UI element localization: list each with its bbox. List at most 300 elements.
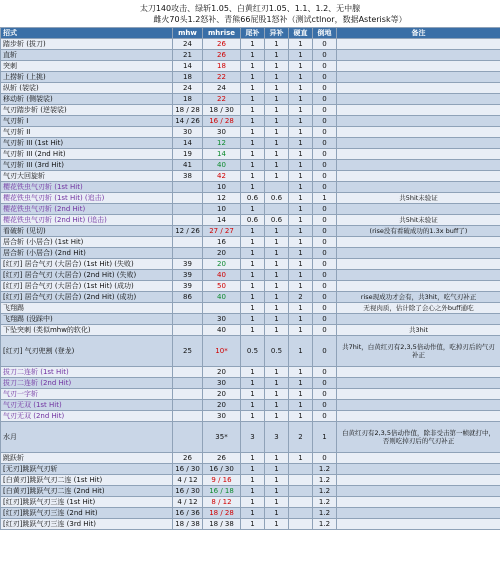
- tripping-cell: 0: [313, 314, 337, 325]
- mhw-value-cell: [173, 325, 203, 336]
- note-cell: [337, 149, 500, 160]
- status-mult-cell: 1: [265, 138, 289, 149]
- tail-mult-cell: 1: [241, 389, 265, 400]
- mhrise-value-cell: 20: [203, 248, 241, 259]
- move-name-cell: 樱花铁虫气刃斩 (2nd Hit): [1, 204, 173, 215]
- tripping-cell: 0: [313, 248, 337, 259]
- tail-mult-cell: 1: [241, 72, 265, 83]
- note-cell: [337, 61, 500, 72]
- status-mult-cell: 1: [265, 270, 289, 281]
- tail-mult-cell: 1: [241, 39, 265, 50]
- move-name-cell: 踏步斩 (拔刀): [1, 39, 173, 50]
- mhrise-value-cell: 18: [203, 61, 241, 72]
- tripping-cell: 0: [313, 325, 337, 336]
- note-cell: [337, 83, 500, 94]
- stagger-cell: 1: [289, 83, 313, 94]
- status-mult-cell: 1: [265, 248, 289, 259]
- tail-mult-cell: 1: [241, 367, 265, 378]
- status-mult-cell: 1: [265, 475, 289, 486]
- tripping-cell: 0: [313, 215, 337, 226]
- mhrise-value-cell: 40: [203, 160, 241, 171]
- tail-mult-cell: 1: [241, 61, 265, 72]
- mhw-value-cell: [173, 248, 203, 259]
- stagger-cell: 1: [289, 72, 313, 83]
- header-line-2: 雌火70头1.2怒补、青熊66屁股1怒补（测试ctlnor，数据Asterisk等）: [153, 15, 407, 24]
- mhw-value-cell: [173, 378, 203, 389]
- mhw-value-cell: 14: [173, 61, 203, 72]
- note-cell: [337, 519, 500, 530]
- tail-mult-cell: 1: [241, 508, 265, 519]
- note-cell: [337, 453, 500, 464]
- tripping-cell: 1.2: [313, 519, 337, 530]
- stagger-cell: [289, 475, 313, 486]
- status-mult-cell: 1: [265, 94, 289, 105]
- stagger-cell: [289, 464, 313, 475]
- status-mult-cell: 1: [265, 464, 289, 475]
- tripping-cell: 0: [313, 61, 337, 72]
- table-row: [1, 292, 500, 303]
- stagger-cell: 1: [289, 367, 313, 378]
- tripping-cell: 0: [313, 400, 337, 411]
- table-row: [1, 475, 500, 486]
- col-header-stagger: 硬直: [289, 28, 313, 39]
- tripping-cell: 0: [313, 171, 337, 182]
- status-mult-cell: 1: [265, 497, 289, 508]
- move-name-cell: 拔刀二连斩 (1st Hit): [1, 367, 173, 378]
- table-row: [1, 400, 500, 411]
- table-row: [1, 314, 500, 325]
- tripping-cell: 0: [313, 367, 337, 378]
- tail-mult-cell: 1: [241, 94, 265, 105]
- mhrise-value-cell: 40: [203, 325, 241, 336]
- mhrise-value-cell: 24: [203, 83, 241, 94]
- tripping-cell: 0: [313, 116, 337, 127]
- move-name-cell: 樱花铁虫气刃斩 (1st Hit) (追击): [1, 193, 173, 204]
- move-name-cell: [白黄刃]跳跃气刃二连 (1st Hit): [1, 475, 173, 486]
- note-cell: 共5hit未验证: [337, 215, 500, 226]
- status-mult-cell: 1: [265, 160, 289, 171]
- table-row: [1, 61, 500, 72]
- mhrise-value-cell: 16: [203, 237, 241, 248]
- tripping-cell: 0: [313, 292, 337, 303]
- move-name-cell: 樱花铁虫气刃斩 (1st Hit): [1, 182, 173, 193]
- status-mult-cell: 1: [265, 519, 289, 530]
- move-name-cell: [红刃] 居合气刃 (大居合) (2nd Hit) (失败): [1, 270, 173, 281]
- mhrise-value-cell: 20: [203, 259, 241, 270]
- move-name-cell: [红刃] 气刃兜割 (登龙): [1, 336, 173, 367]
- note-cell: [337, 400, 500, 411]
- tripping-cell: 0: [313, 270, 337, 281]
- tail-mult-cell: 1: [241, 259, 265, 270]
- mhw-value-cell: 18 / 28: [173, 105, 203, 116]
- tail-mult-cell: 1: [241, 497, 265, 508]
- stagger-cell: 1: [289, 259, 313, 270]
- status-mult-cell: 1: [265, 105, 289, 116]
- move-name-cell: 移动斩 (侧袈裟): [1, 94, 173, 105]
- tripping-cell: 0: [313, 138, 337, 149]
- status-mult-cell: 1: [265, 325, 289, 336]
- status-mult-cell: 1: [265, 259, 289, 270]
- stagger-cell: 1: [289, 171, 313, 182]
- tail-mult-cell: 1: [241, 400, 265, 411]
- tripping-cell: 0: [313, 204, 337, 215]
- tripping-cell: 0: [313, 226, 337, 237]
- note-cell: (rise没有看破成功的1.3x buff了): [337, 226, 500, 237]
- stagger-cell: 1: [289, 215, 313, 226]
- status-mult-cell: 1: [265, 171, 289, 182]
- mhrise-value-cell: 8 / 12: [203, 497, 241, 508]
- mhrise-value-cell: 20: [203, 400, 241, 411]
- mhrise-value-cell: 16 / 18: [203, 486, 241, 497]
- status-mult-cell: 0.6: [265, 193, 289, 204]
- tail-mult-cell: 1: [241, 453, 265, 464]
- note-cell: 共5hit未验证: [337, 193, 500, 204]
- col-header-mhw: mhw: [173, 28, 203, 39]
- stagger-cell: 1: [289, 182, 313, 193]
- mhw-value-cell: 41: [173, 160, 203, 171]
- note-cell: 共7hit，白黄红刃有2,3,5倍动作值，吃掉刃后的气刃补正: [337, 336, 500, 367]
- mhrise-value-cell: 30: [203, 127, 241, 138]
- tripping-cell: 0: [313, 336, 337, 367]
- move-name-cell: [红刃] 居合气刃 (大居合) (1st Hit) (失败): [1, 259, 173, 270]
- mhw-value-cell: 18 / 38: [173, 519, 203, 530]
- mhrise-value-cell: [203, 303, 241, 314]
- stagger-cell: 1: [289, 325, 313, 336]
- status-mult-cell: 1: [265, 303, 289, 314]
- tail-mult-cell: 0.6: [241, 215, 265, 226]
- mhw-value-cell: 16 / 30: [173, 486, 203, 497]
- tail-mult-cell: 1: [241, 248, 265, 259]
- motion-value-table: [0, 27, 500, 530]
- stagger-cell: 1: [289, 149, 313, 160]
- note-cell: 共3hit: [337, 325, 500, 336]
- mhw-value-cell: 38: [173, 171, 203, 182]
- table-row: [1, 389, 500, 400]
- tail-mult-cell: 1: [241, 127, 265, 138]
- status-mult-cell: 1: [265, 292, 289, 303]
- col-header-tail: 尾补: [241, 28, 265, 39]
- move-name-cell: [红刃]跳跃气刃三连 (3rd Hit): [1, 519, 173, 530]
- tripping-cell: 0: [313, 237, 337, 248]
- mhw-value-cell: 39: [173, 270, 203, 281]
- move-name-cell: 气刃斩 II: [1, 127, 173, 138]
- move-name-cell: 飞翔踢 (没踩中): [1, 314, 173, 325]
- tail-mult-cell: 1: [241, 303, 265, 314]
- col-header-tripping: 倒地: [313, 28, 337, 39]
- mhw-value-cell: 25: [173, 336, 203, 367]
- table-row: [1, 519, 500, 530]
- note-cell: [337, 270, 500, 281]
- note-cell: [337, 138, 500, 149]
- tail-mult-cell: 1: [241, 281, 265, 292]
- move-name-cell: 上捞斩 (上挑): [1, 72, 173, 83]
- stagger-cell: 1: [289, 138, 313, 149]
- table-row: [1, 303, 500, 314]
- col-header-mhrise: mhrise: [203, 28, 241, 39]
- status-mult-cell: 1: [265, 389, 289, 400]
- mhrise-value-cell: 10: [203, 182, 241, 193]
- mhrise-value-cell: 50: [203, 281, 241, 292]
- col-header-move: 招式: [1, 28, 173, 39]
- status-mult-cell: 1: [265, 314, 289, 325]
- tail-mult-cell: 1: [241, 204, 265, 215]
- stagger-cell: 1: [289, 303, 313, 314]
- mhrise-value-cell: 18 / 30: [203, 105, 241, 116]
- note-cell: [337, 237, 500, 248]
- note-cell: [337, 72, 500, 83]
- stagger-cell: 1: [289, 127, 313, 138]
- status-mult-cell: 1: [265, 39, 289, 50]
- tail-mult-cell: 0.5: [241, 336, 265, 367]
- note-cell: [337, 105, 500, 116]
- move-name-cell: 纵斩 (袈裟): [1, 83, 173, 94]
- note-cell: [337, 367, 500, 378]
- stagger-cell: 1: [289, 160, 313, 171]
- table-row: [1, 497, 500, 508]
- note-cell: [337, 182, 500, 193]
- stagger-cell: 1: [289, 389, 313, 400]
- mhrise-value-cell: 10: [203, 204, 241, 215]
- table-row: [1, 105, 500, 116]
- note-cell: [337, 389, 500, 400]
- table-row: [1, 204, 500, 215]
- note-cell: [337, 50, 500, 61]
- mhw-value-cell: 19: [173, 149, 203, 160]
- tail-mult-cell: 1: [241, 171, 265, 182]
- mhw-value-cell: [173, 237, 203, 248]
- mhw-value-cell: 26: [173, 453, 203, 464]
- move-name-cell: [无刃]跳跃气刃斩: [1, 464, 173, 475]
- tripping-cell: 0: [313, 50, 337, 61]
- status-mult-cell: 1: [265, 378, 289, 389]
- note-cell: [337, 464, 500, 475]
- status-mult-cell: 1: [265, 508, 289, 519]
- tail-mult-cell: 1: [241, 411, 265, 422]
- mhrise-value-cell: 26: [203, 39, 241, 50]
- mhw-value-cell: 24: [173, 83, 203, 94]
- mhw-value-cell: [173, 182, 203, 193]
- table-row: [1, 160, 500, 171]
- table-row: [1, 149, 500, 160]
- move-name-cell: 气刃斩 III (1st Hit): [1, 138, 173, 149]
- mhw-value-cell: [173, 422, 203, 453]
- mhrise-value-cell: 26: [203, 50, 241, 61]
- stagger-cell: 1: [289, 237, 313, 248]
- mhw-value-cell: 4 / 12: [173, 497, 203, 508]
- tripping-cell: 0: [313, 453, 337, 464]
- move-name-cell: 气刃无双 (2nd Hit): [1, 411, 173, 422]
- note-cell: [337, 486, 500, 497]
- stagger-cell: [289, 497, 313, 508]
- move-name-cell: 直斩: [1, 50, 173, 61]
- note-cell: [337, 259, 500, 270]
- mhw-value-cell: 24: [173, 39, 203, 50]
- table-row: [1, 508, 500, 519]
- column-header-row: [1, 28, 500, 39]
- table-row: [1, 193, 500, 204]
- table-row: [1, 248, 500, 259]
- mhrise-value-cell: 30: [203, 378, 241, 389]
- stagger-cell: 1: [289, 204, 313, 215]
- stagger-cell: 1: [289, 105, 313, 116]
- note-cell: 白黄红刃有2,3,5倍动作值，除非受击第一帧就打中，否则吃掉刃后的气刃补正: [337, 422, 500, 453]
- tripping-cell: 1: [313, 422, 337, 453]
- mhrise-value-cell: 26: [203, 453, 241, 464]
- move-name-cell: 气刃斩 I: [1, 116, 173, 127]
- note-cell: [337, 475, 500, 486]
- note-cell: [337, 127, 500, 138]
- status-mult-cell: 1: [265, 237, 289, 248]
- move-name-cell: 水月: [1, 422, 173, 453]
- stagger-cell: 1: [289, 61, 313, 72]
- mhw-value-cell: 30: [173, 127, 203, 138]
- tripping-cell: 0: [313, 182, 337, 193]
- table-row: [1, 237, 500, 248]
- move-name-cell: 气刃踏步斩 (逆袈裟): [1, 105, 173, 116]
- tripping-cell: 0: [313, 127, 337, 138]
- mhw-value-cell: 16 / 30: [173, 464, 203, 475]
- tripping-cell: 0: [313, 72, 337, 83]
- table-row: [1, 50, 500, 61]
- move-name-cell: [红刃]跳跃气刃三连 (1st Hit): [1, 497, 173, 508]
- table-row: [1, 72, 500, 83]
- tail-mult-cell: 1: [241, 475, 265, 486]
- table-row: [1, 378, 500, 389]
- note-cell: [337, 508, 500, 519]
- tripping-cell: 1: [313, 193, 337, 204]
- table-row: [1, 464, 500, 475]
- mhw-value-cell: [173, 193, 203, 204]
- stagger-cell: 1: [289, 411, 313, 422]
- col-header-status: 异补: [265, 28, 289, 39]
- header-line-1: 太刀140攻击、绿斩1.05、白黄红刃1.05、1.1、1.2、无中腺: [139, 4, 361, 13]
- stagger-cell: 1: [289, 94, 313, 105]
- mhw-value-cell: [173, 314, 203, 325]
- stagger-cell: [289, 519, 313, 530]
- mhrise-value-cell: 14: [203, 149, 241, 160]
- mhw-value-cell: 21: [173, 50, 203, 61]
- stagger-cell: 1: [289, 116, 313, 127]
- mhw-value-cell: [173, 389, 203, 400]
- tripping-cell: 0: [313, 411, 337, 422]
- stagger-cell: 1: [289, 336, 313, 367]
- note-cell: [337, 160, 500, 171]
- move-name-cell: 下坠突刺 (类似mhw的软化): [1, 325, 173, 336]
- tripping-cell: 0: [313, 160, 337, 171]
- mhw-value-cell: 39: [173, 281, 203, 292]
- table-row: [1, 127, 500, 138]
- table-header-text: [0, 0, 500, 27]
- status-mult-cell: 1: [265, 50, 289, 61]
- stagger-cell: 1: [289, 314, 313, 325]
- mhw-value-cell: 39: [173, 259, 203, 270]
- table-row: [1, 138, 500, 149]
- stagger-cell: 1: [289, 281, 313, 292]
- move-name-cell: 拔刀二连斩 (2nd Hit): [1, 378, 173, 389]
- mhrise-value-cell: 27 / 27: [203, 226, 241, 237]
- tail-mult-cell: 1: [241, 226, 265, 237]
- move-name-cell: [红刃] 居合气刃 (大居合) (1st Hit) (成功): [1, 281, 173, 292]
- mhw-value-cell: 14: [173, 138, 203, 149]
- move-name-cell: 气刃大回旋斩: [1, 171, 173, 182]
- stagger-cell: 1: [289, 453, 313, 464]
- mhrise-value-cell: 40: [203, 292, 241, 303]
- status-mult-cell: 1: [265, 83, 289, 94]
- tail-mult-cell: 1: [241, 486, 265, 497]
- mhrise-value-cell: 35*: [203, 422, 241, 453]
- stagger-cell: 1: [289, 193, 313, 204]
- stagger-cell: 1: [289, 39, 313, 50]
- mhrise-value-cell: 16 / 30: [203, 464, 241, 475]
- table-row: [1, 215, 500, 226]
- note-cell: [337, 497, 500, 508]
- tripping-cell: 0: [313, 105, 337, 116]
- mhrise-value-cell: 22: [203, 72, 241, 83]
- tail-mult-cell: 1: [241, 105, 265, 116]
- move-name-cell: [红刃]跳跃气刃三连 (2nd Hit): [1, 508, 173, 519]
- mhw-value-cell: 14 / 26: [173, 116, 203, 127]
- mhw-value-cell: [173, 215, 203, 226]
- tail-mult-cell: 1: [241, 237, 265, 248]
- mhrise-value-cell: 9 / 16: [203, 475, 241, 486]
- tail-mult-cell: 3: [241, 422, 265, 453]
- status-mult-cell: 0.6: [265, 215, 289, 226]
- table-row: [1, 453, 500, 464]
- table-row: [1, 336, 500, 367]
- mhrise-value-cell: 18 / 38: [203, 519, 241, 530]
- status-mult-cell: 1: [265, 486, 289, 497]
- mhw-value-cell: [173, 204, 203, 215]
- mhrise-value-cell: 10*: [203, 336, 241, 367]
- move-name-cell: 居合斩 (小居合) (1st Hit): [1, 237, 173, 248]
- table-row: [1, 39, 500, 50]
- stagger-cell: 1: [289, 400, 313, 411]
- mhrise-value-cell: 18 / 28: [203, 508, 241, 519]
- tail-mult-cell: 1: [241, 325, 265, 336]
- note-cell: [337, 248, 500, 259]
- status-mult-cell: 1: [265, 367, 289, 378]
- note-cell: [337, 378, 500, 389]
- tail-mult-cell: 1: [241, 378, 265, 389]
- tail-mult-cell: 1: [241, 519, 265, 530]
- move-name-cell: 突刺: [1, 61, 173, 72]
- mhw-value-cell: [173, 400, 203, 411]
- col-header-notes: 备注: [337, 28, 500, 39]
- tripping-cell: 1.2: [313, 497, 337, 508]
- tail-mult-cell: 1: [241, 182, 265, 193]
- note-cell: 无视肉质，估计除了会心之外buff通吃: [337, 303, 500, 314]
- move-name-cell: [白黄刃]跳跃气刃二连 (2nd Hit): [1, 486, 173, 497]
- mhrise-value-cell: 16 / 28: [203, 116, 241, 127]
- mhrise-value-cell: 12: [203, 138, 241, 149]
- table-row: [1, 325, 500, 336]
- note-cell: [337, 171, 500, 182]
- tripping-cell: 0: [313, 378, 337, 389]
- tripping-cell: 1.2: [313, 508, 337, 519]
- tail-mult-cell: 1: [241, 138, 265, 149]
- move-name-cell: 气刃斩 III (3rd Hit): [1, 160, 173, 171]
- note-cell: [337, 314, 500, 325]
- table-row: [1, 94, 500, 105]
- status-mult-cell: 1: [265, 453, 289, 464]
- tripping-cell: 1.2: [313, 486, 337, 497]
- tripping-cell: 0: [313, 259, 337, 270]
- move-name-cell: 跳跃斩: [1, 453, 173, 464]
- tripping-cell: 0: [313, 94, 337, 105]
- status-mult-cell: 1: [265, 281, 289, 292]
- note-cell: [337, 116, 500, 127]
- status-mult-cell: 1: [265, 116, 289, 127]
